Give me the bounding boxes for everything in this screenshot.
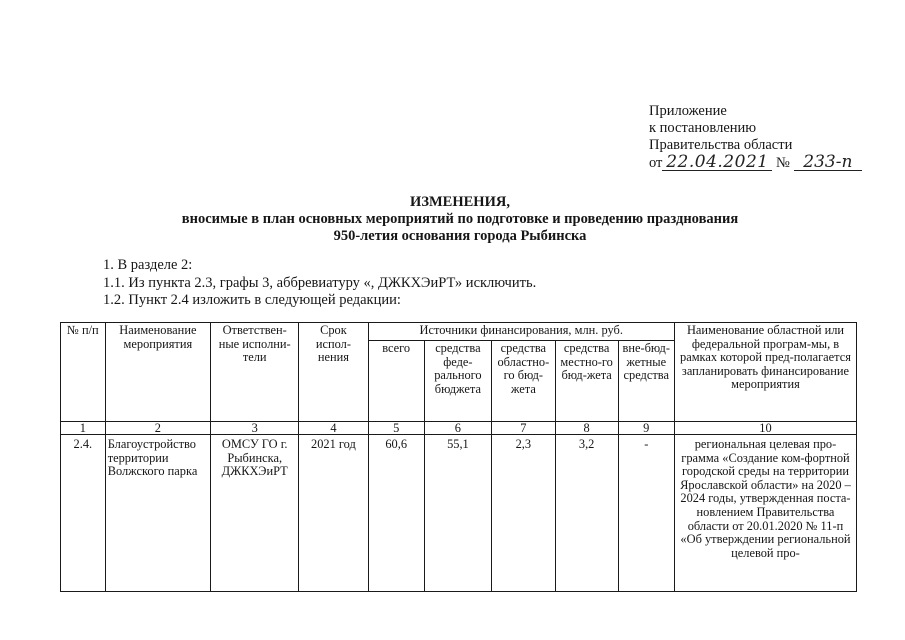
cell-program: региональная целевая про-грамма «Создание ком-фортной городской среды на территории Ярославской области» на 2020 – 2024 годы, утвержденная поста-новлением Правительства области от 20.01.2020 № 11-п «Об утверждении региональной целевой про-: [674, 435, 856, 592]
appendix-line-1: Приложение: [649, 103, 727, 119]
amendment-items: [103, 257, 536, 310]
handwritten-date: 22.04.2021: [662, 154, 772, 171]
column-numbers-row: [61, 422, 857, 435]
header-extra: вне-бюд-жетные средства: [618, 341, 674, 422]
cell-federal: 55,1: [424, 435, 491, 592]
cell-total: 60,6: [368, 435, 424, 592]
cell-regional: 2,3: [491, 435, 555, 592]
cell-local: 3,2: [555, 435, 618, 592]
header-total: всего: [368, 341, 424, 422]
column-number: 2: [105, 422, 210, 435]
column-number: 7: [491, 422, 555, 435]
appendix-line-3: Правительства области: [649, 137, 793, 153]
amendment-item: 1.2. Пункт 2.4 изложить в следующей редакции:: [103, 292, 401, 308]
header-name: Наименование мероприятия: [105, 323, 210, 422]
header-deadline: Срок испол-нения: [299, 323, 368, 422]
appendix-block: [649, 103, 862, 172]
header-federal: средства феде-рального бюджета: [424, 341, 491, 422]
header-program: Наименование областной или федеральной програм-мы, в рамках которой пред-полагается запланировать финансирование мероприятия: [674, 323, 856, 422]
appendix-date-line: [649, 154, 862, 172]
number-label: №: [776, 155, 790, 171]
appendix-line-2: к постановлению: [649, 120, 757, 136]
title-line-2: вносимые в план основных мероприятий по подготовке и проведению празднования: [181, 211, 739, 227]
cell-name: Благоустройство территории Волжского парка: [105, 435, 210, 592]
from-label: от: [649, 155, 663, 171]
amendment-item: 1. В разделе 2:: [103, 257, 193, 273]
document-title: [150, 194, 770, 245]
header-funding-sources: Источники финансирования, млн. руб.: [368, 323, 674, 341]
column-number: 9: [618, 422, 674, 435]
header-regional: средства областно-го бюд-жета: [491, 341, 555, 422]
header-responsible: Ответствен-ные исполни-тели: [211, 323, 299, 422]
column-number: 4: [299, 422, 368, 435]
cell-extra: -: [618, 435, 674, 592]
events-table: [60, 322, 857, 592]
cell-responsible: ОМСУ ГО г. Рыбинска, ДЖКХЭиРТ: [211, 435, 299, 592]
column-number: 1: [61, 422, 106, 435]
column-number: 6: [424, 422, 491, 435]
handwritten-number: 233-п: [794, 154, 862, 171]
cell-deadline: 2021 год: [299, 435, 368, 592]
column-number: 10: [674, 422, 856, 435]
column-number: 3: [211, 422, 299, 435]
header-row: [61, 323, 857, 341]
cell-num: 2.4.: [61, 435, 106, 592]
header-local: средства местно-го бюд-жета: [555, 341, 618, 422]
column-number: 5: [368, 422, 424, 435]
column-number: 8: [555, 422, 618, 435]
title-line-3: 950-летия основания города Рыбинска: [333, 228, 587, 244]
header-num: № п/п: [61, 323, 106, 422]
title-heading: ИЗМЕНЕНИЯ,: [410, 194, 510, 210]
table-row: [61, 435, 857, 592]
amendment-item: 1.1. Из пункта 2.3, графы 3, аббревиатуру «, ДЖКХЭиРТ» исключить.: [103, 274, 537, 291]
